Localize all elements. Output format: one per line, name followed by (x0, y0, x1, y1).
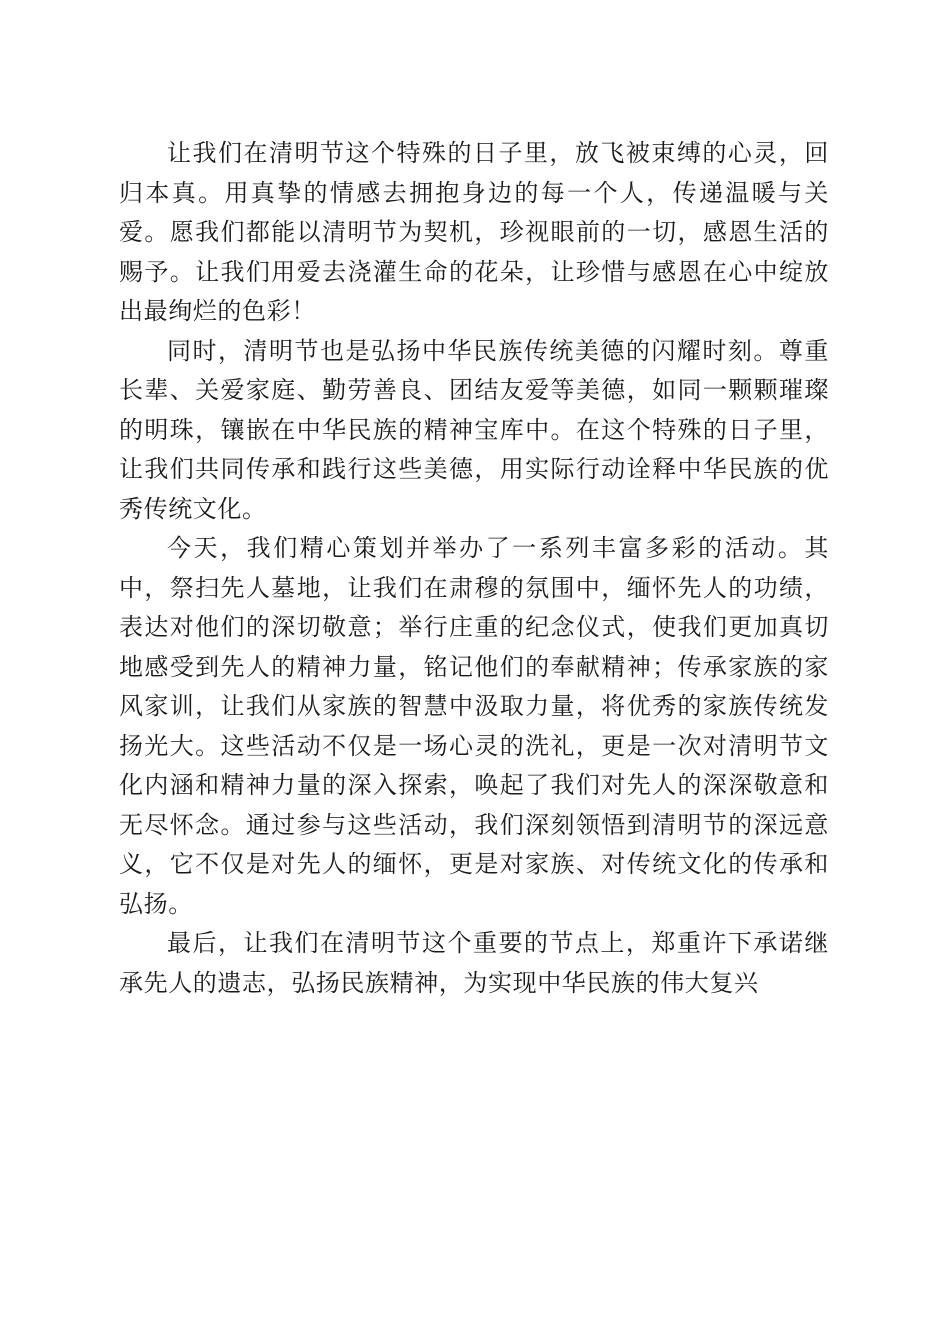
paragraph-1: 让我们在清明节这个特殊的日子里，放飞被束缚的心灵，回归本真。用真挚的情感去拥抱身边的每一个人，传递温暖与关爱。愿我们都能以清明节为契机，珍视眼前的一切，感恩生活的赐予。让我们用爱去浇灌生命的花朵，让珍惜与感恩在心中绽放出最绚烂的色彩！ (119, 139, 829, 325)
paragraph-2: 同时，清明节也是弘扬中华民族传统美德的闪耀时刻。尊重长辈、关爱家庭、勤劳善良、团结友爱等美德，如同一颗颗璀璨的明珠，镶嵌在中华民族的精神宝库中。在这个特殊的日子里，让我们共同传承和践行这些美德，用实际行动诠释中华民族的优秀传统文化。 (119, 336, 829, 523)
paragraph-4: 最后，让我们在清明节这个重要的节点上，郑重许下承诺继承先人的遗志，弘扬民族精神，为实现中华民族的伟大复兴 (119, 929, 829, 997)
document-body (119, 134, 829, 1003)
paragraph-3: 今天，我们精心策划并举办了一系列丰富多彩的活动。其中，祭扫先人墓地，让我们在肃穆的氛围中，缅怀先人的功绩，表达对他们的深切敬意；举行庄重的纪念仪式，使我们更加真切地感受到先人的精神力量，铭记他们的奉献精神；传承家族的家风家训，让我们从家族的智慧中汲取力量，将优秀的家族传统发扬光大。这些活动不仅是一场心灵的洗礼，更是一次对清明节文化内涵和精神力量的深入探索，唤起了我们对先人的深深敬意和无尽怀念。通过参与这些活动，我们深刻领悟到清明节的深远意义，它不仅是对先人的缅怀，更是对家族、对传统文化的传承和弘扬。 (119, 534, 829, 918)
